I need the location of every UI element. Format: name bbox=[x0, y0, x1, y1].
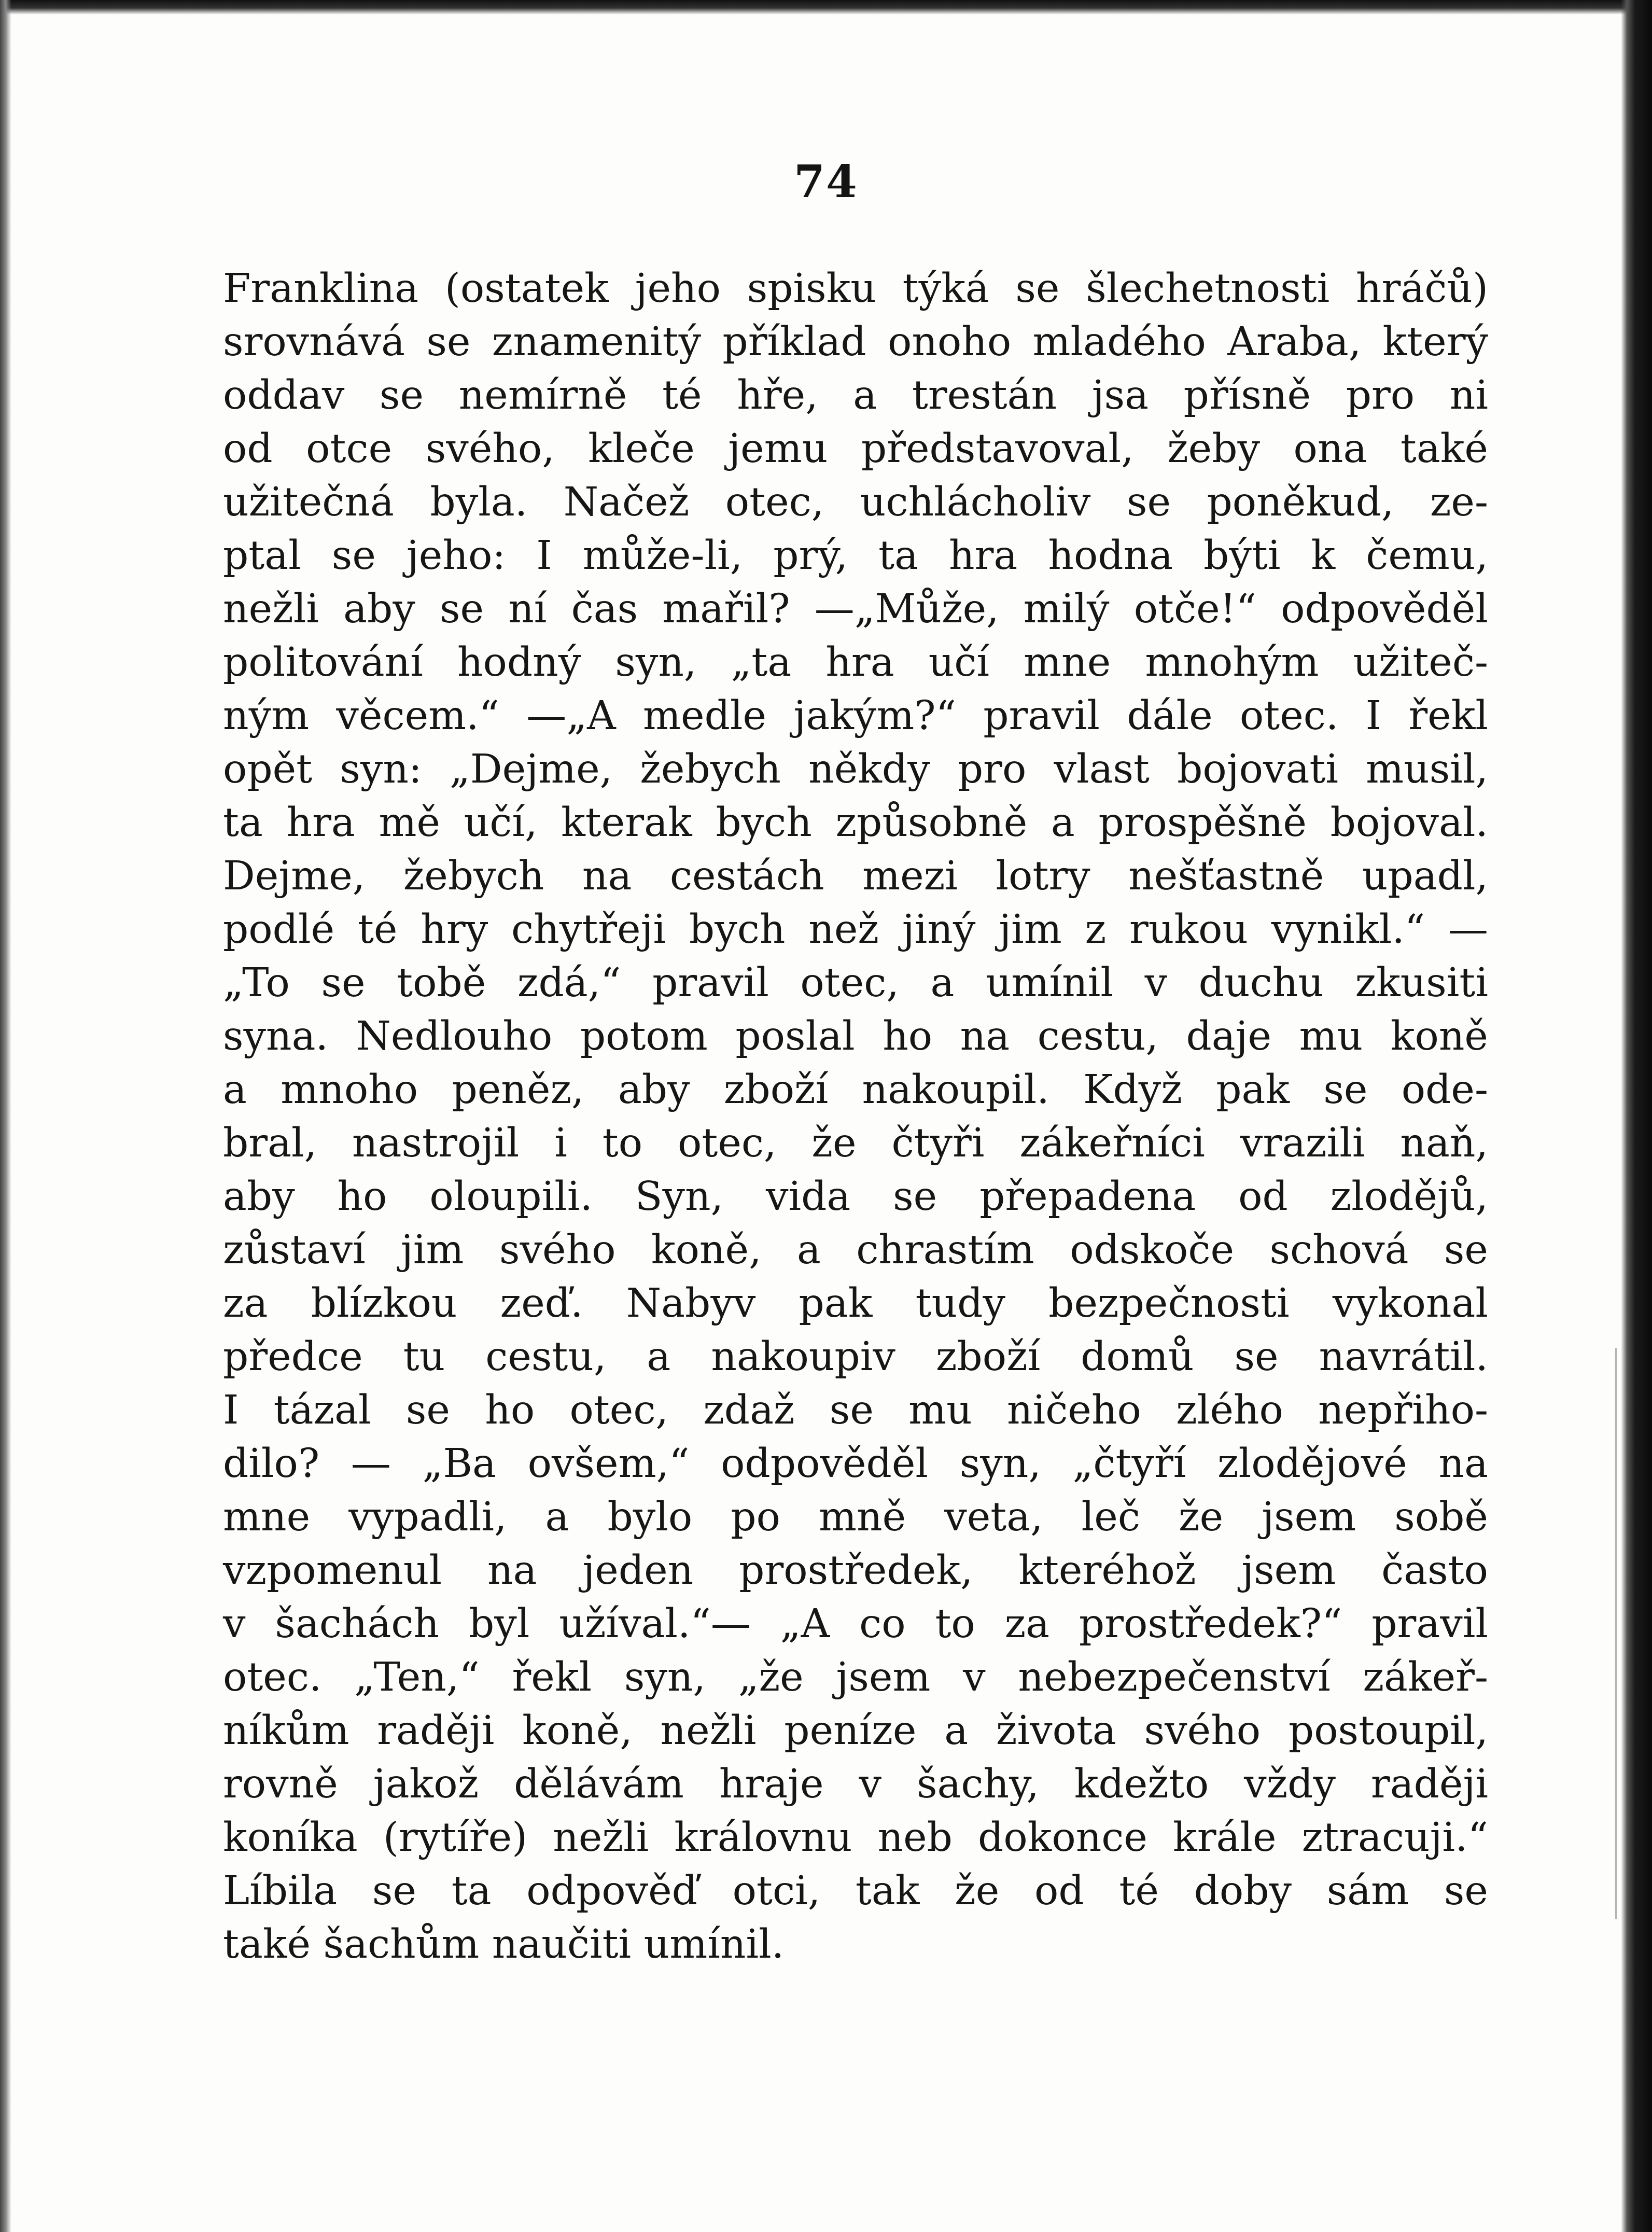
text-line: Líbila se ta odpověď otci, tak že od té doby sám se bbox=[223, 1868, 1488, 1914]
text-line: mne vypadli, a bylo po mně veta, leč že jsem sobě bbox=[223, 1494, 1488, 1540]
page-number: 74 bbox=[794, 156, 858, 208]
text-line: dilo? — „Ba ovšem,“ odpověděl syn, „čtyří zlodějové na bbox=[223, 1441, 1488, 1487]
text-line: oddav se nemírně té hře, a trestán jsa přísně pro ni bbox=[223, 372, 1488, 418]
text-line: srovnává se znamenitý příklad onoho mladého Araba, který bbox=[223, 319, 1488, 365]
body-text bbox=[223, 262, 1488, 1971]
text-line: I tázal se ho otec, zdaž se mu ničeho zlého nepřiho- bbox=[223, 1387, 1488, 1433]
text-line: rovně jakož dělávám hraje v šachy, kdežto vždy raději bbox=[223, 1761, 1488, 1807]
text-line: ta hra mě učí, kterak bych způsobně a prospěšně bojoval. bbox=[223, 800, 1488, 846]
text-line: od otce svého, kleče jemu představoval, žeby ona také bbox=[223, 426, 1488, 472]
text-line: a mnoho peněz, aby zboží nakoupil. Když pak se ode- bbox=[223, 1067, 1488, 1113]
page-edge-bleed bbox=[1615, 1348, 1617, 1919]
text-line: níkům raději koně, nežli peníze a života svého postoupil, bbox=[223, 1708, 1488, 1754]
text-line: vzpomenul na jeden prostředek, kteréhož jsem často bbox=[223, 1547, 1488, 1594]
text-line: v šachách byl užíval.“— „A co to za prostředek?“ pravil bbox=[223, 1601, 1488, 1647]
text-line: politování hodný syn, „ta hra učí mne mnohým užiteč- bbox=[223, 639, 1488, 686]
text-line: podlé té hry chytřeji bych než jiný jim z rukou vynikl.“ — bbox=[223, 906, 1488, 953]
text-line: Franklina (ostatek jeho spisku týká se šlechetnosti hráčů) bbox=[223, 266, 1488, 312]
text-line: opět syn: „Dejme, žebych někdy pro vlast bojovati musil, bbox=[223, 746, 1488, 792]
text-line: užitečná byla. Načež otec, uchlácholiv se poněkud, ze- bbox=[223, 479, 1488, 525]
text-line: otec. „Ten,“ řekl syn, „že jsem v nebezpečenství zákeř- bbox=[223, 1654, 1488, 1700]
text-line: bral, nastrojil i to otec, že čtyři zákeřníci vrazili naň, bbox=[223, 1120, 1488, 1166]
scan-shadow-left bbox=[0, 0, 11, 2232]
text-line: aby ho oloupili. Syn, vida se přepadena od zlodějů, bbox=[223, 1174, 1488, 1220]
text-line: za blízkou zeď. Nabyv pak tudy bezpečnosti vykonal bbox=[223, 1280, 1488, 1327]
text-line: „To se tobě zdá,“ pravil otec, a umínil v duchu zkusiti bbox=[223, 960, 1488, 1006]
scan-shadow-right bbox=[1621, 0, 1652, 2232]
scan-shadow-top bbox=[0, 0, 1652, 15]
text-line: ným věcem.“ —„A medle jakým?“ pravil dále otec. I řekl bbox=[223, 693, 1488, 739]
text-line: také šachům naučiti umínil. bbox=[223, 1921, 785, 1968]
text-line: syna. Nedlouho potom poslal ho na cestu, daje mu koně bbox=[223, 1013, 1488, 1059]
text-line: koníka (rytíře) nežli královnu neb dokonce krále ztracuji.“ bbox=[223, 1815, 1488, 1861]
text-line: ptal se jeho: I může-li, prý, ta hra hodna býti k čemu, bbox=[223, 533, 1488, 579]
text-line: předce tu cestu, a nakoupiv zboží domů se navrátil. bbox=[223, 1334, 1488, 1380]
text-line: nežli aby se ní čas mařil? —„Může, milý otče!“ odpověděl bbox=[223, 586, 1488, 632]
text-line: Dejme, žebych na cestách mezi lotry nešťastně upadl, bbox=[223, 853, 1488, 899]
text-line: zůstaví jim svého koně, a chrastím odskoče schová se bbox=[223, 1227, 1488, 1273]
